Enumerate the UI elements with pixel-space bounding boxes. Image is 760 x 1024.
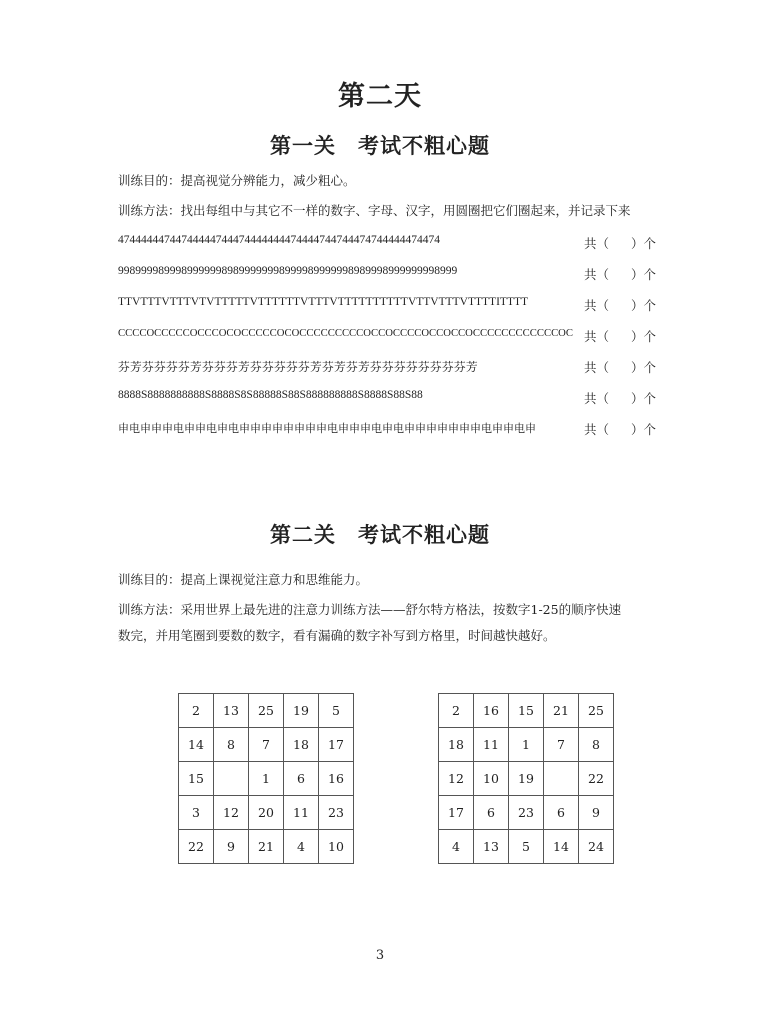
exercise-sequence: 芬芳芬芬芬芬芳芬芬芬芳芬芬芬芬芬芳芬芳芬芳芬芬芬芬芬芬芬芬芳	[118, 360, 478, 374]
grid-cell[interactable]: 5	[319, 694, 354, 728]
grid-cell[interactable]: 14	[179, 728, 214, 762]
exercise-row	[118, 325, 657, 356]
page-number: 3	[375, 948, 385, 963]
grid-row	[179, 728, 354, 762]
count-suffix: ）个	[631, 391, 657, 406]
grid-row	[439, 762, 614, 796]
grid-cell[interactable]: 4	[439, 830, 474, 864]
exercise-sequence: 99899998999899999989899999998999989999998989998999999998999	[118, 265, 458, 277]
count-prefix: 共（	[584, 298, 610, 313]
grid-cell[interactable]: 18	[284, 728, 319, 762]
level2-title	[0, 519, 760, 549]
grid-cell[interactable]: 19	[284, 694, 319, 728]
count-blank[interactable]	[584, 296, 656, 314]
level2-method-line2: 数完，并用笔圈到要数的数字，看有漏确的数字补写到方格里，时间越快越好。	[118, 628, 556, 643]
grid-cell[interactable]: 12	[214, 796, 249, 830]
grid-cell[interactable]	[214, 762, 249, 796]
exercise-row	[118, 263, 657, 294]
grid-cell[interactable]: 10	[319, 830, 354, 864]
grid-row	[439, 830, 614, 864]
grid-cell[interactable]: 6	[544, 796, 579, 830]
grid-cell[interactable]: 8	[579, 728, 614, 762]
grid-row	[439, 694, 614, 728]
count-prefix: 共（	[584, 422, 610, 437]
grid-cell[interactable]: 15	[179, 762, 214, 796]
grid-cell[interactable]: 23	[319, 796, 354, 830]
grid-cell[interactable]: 19	[509, 762, 544, 796]
grid-cell[interactable]: 7	[249, 728, 284, 762]
exercise-sequence: TTVTTTVTTTVTVTTTTTVTTTTTTVTTTVTTTTTTTTTTVTTVTTTVTTTTITTTT	[118, 296, 529, 308]
schulte-grid-right	[438, 693, 614, 864]
grid-cell[interactable]: 7	[544, 728, 579, 762]
grid-cell[interactable]: 22	[579, 762, 614, 796]
count-prefix: 共（	[584, 329, 610, 344]
grid-cell[interactable]: 11	[474, 728, 509, 762]
exercise-sequence: 申电申申申电申申电申电申申申申申申申申电申申申电申电申申申申申申申电申申电申	[118, 422, 536, 435]
exercise-row	[118, 418, 657, 449]
count-blank[interactable]	[584, 327, 656, 345]
exercise-row	[118, 387, 657, 418]
grid-cell[interactable]: 16	[474, 694, 509, 728]
count-blank[interactable]	[584, 358, 656, 376]
grid-cell[interactable]: 3	[179, 796, 214, 830]
count-prefix: 共（	[584, 391, 610, 406]
count-suffix: ）个	[631, 236, 657, 251]
count-blank[interactable]	[584, 420, 656, 438]
exercise-row	[118, 294, 657, 325]
count-suffix: ）个	[631, 422, 657, 437]
count-prefix: 共（	[584, 267, 610, 282]
grid-cell[interactable]: 23	[509, 796, 544, 830]
grid-cell[interactable]: 11	[284, 796, 319, 830]
grid-cell[interactable]: 5	[509, 830, 544, 864]
grid-cell[interactable]: 13	[474, 830, 509, 864]
exercise-sequence: CCCCOCCCCCOCCCOCOCCCCCOCOCCCCCCCCCOCCOCCCCOCCOCCOCCCCCCCCCCCCOC	[118, 327, 573, 339]
grid-row	[179, 762, 354, 796]
level2-prefix: 第二关	[270, 522, 336, 547]
grid-row	[439, 796, 614, 830]
grid-cell[interactable]: 18	[439, 728, 474, 762]
grid-cell[interactable]	[544, 762, 579, 796]
grid-cell[interactable]: 8	[214, 728, 249, 762]
grid-cell[interactable]: 21	[544, 694, 579, 728]
grid-cell[interactable]: 14	[544, 830, 579, 864]
grid-cell[interactable]: 20	[249, 796, 284, 830]
grid-cell[interactable]: 1	[509, 728, 544, 762]
schulte-grid-left	[178, 693, 354, 864]
grid-cell[interactable]: 22	[179, 830, 214, 864]
grid-cell[interactable]: 6	[284, 762, 319, 796]
count-blank[interactable]	[584, 234, 656, 252]
day-title: 第二天	[338, 81, 422, 112]
grid-cell[interactable]: 12	[439, 762, 474, 796]
grid-cell[interactable]: 10	[474, 762, 509, 796]
count-suffix: ）个	[631, 360, 657, 375]
grid-cell[interactable]: 1	[249, 762, 284, 796]
exercise-sequence: 8888S8888888888S8888S8S88888S88S888888888S8888S88S88	[118, 389, 423, 401]
grid-cell[interactable]: 13	[214, 694, 249, 728]
grid-row	[179, 694, 354, 728]
count-suffix: ）个	[631, 329, 657, 344]
level1-heading: 考试不粗心题	[358, 133, 490, 158]
grid-cell[interactable]: 6	[474, 796, 509, 830]
count-prefix: 共（	[584, 360, 610, 375]
level1-purpose: 训练目的：提高视觉分辨能力，减少粗心。	[118, 173, 356, 188]
exercise-row	[118, 232, 657, 263]
grid-cell[interactable]: 16	[319, 762, 354, 796]
grid-cell[interactable]: 9	[214, 830, 249, 864]
grid-row	[179, 830, 354, 864]
level1-method: 训练方法：找出每组中与其它不一样的数字、字母、汉字，用圆圈把它们圈起来，并记录下来	[118, 203, 631, 218]
count-suffix: ）个	[631, 267, 657, 282]
count-blank[interactable]	[584, 389, 656, 407]
grid-cell[interactable]: 9	[579, 796, 614, 830]
exercise-sequence: 47444444744744444744474444444474444744744474744444474474	[118, 234, 440, 246]
grid-cell[interactable]: 17	[439, 796, 474, 830]
level2-purpose: 训练目的：提高上课视觉注意力和思维能力。	[118, 572, 369, 587]
count-blank[interactable]	[584, 265, 656, 283]
count-suffix: ）个	[631, 298, 657, 313]
level1-exercise-rows	[118, 232, 657, 449]
grid-cell[interactable]: 2	[439, 694, 474, 728]
grid-cell[interactable]: 21	[249, 830, 284, 864]
exercise-row	[118, 356, 657, 387]
grid-cell[interactable]: 17	[319, 728, 354, 762]
level1-prefix: 第一关	[270, 133, 336, 158]
level2-method-line1: 训练方法：采用世界上最先进的注意力训练方法——舒尔特方格法，按数字1-25的顺序快速	[118, 602, 622, 617]
level2-heading: 考试不粗心题	[358, 522, 490, 547]
count-prefix: 共（	[584, 236, 610, 251]
grid-cell[interactable]: 24	[579, 830, 614, 864]
grid-row	[439, 728, 614, 762]
grid-cell[interactable]: 15	[509, 694, 544, 728]
grid-cell[interactable]: 2	[179, 694, 214, 728]
grid-cell[interactable]: 25	[249, 694, 284, 728]
grid-row	[179, 796, 354, 830]
level1-title	[0, 130, 760, 160]
grid-cell[interactable]: 4	[284, 830, 319, 864]
grid-cell[interactable]: 25	[579, 694, 614, 728]
